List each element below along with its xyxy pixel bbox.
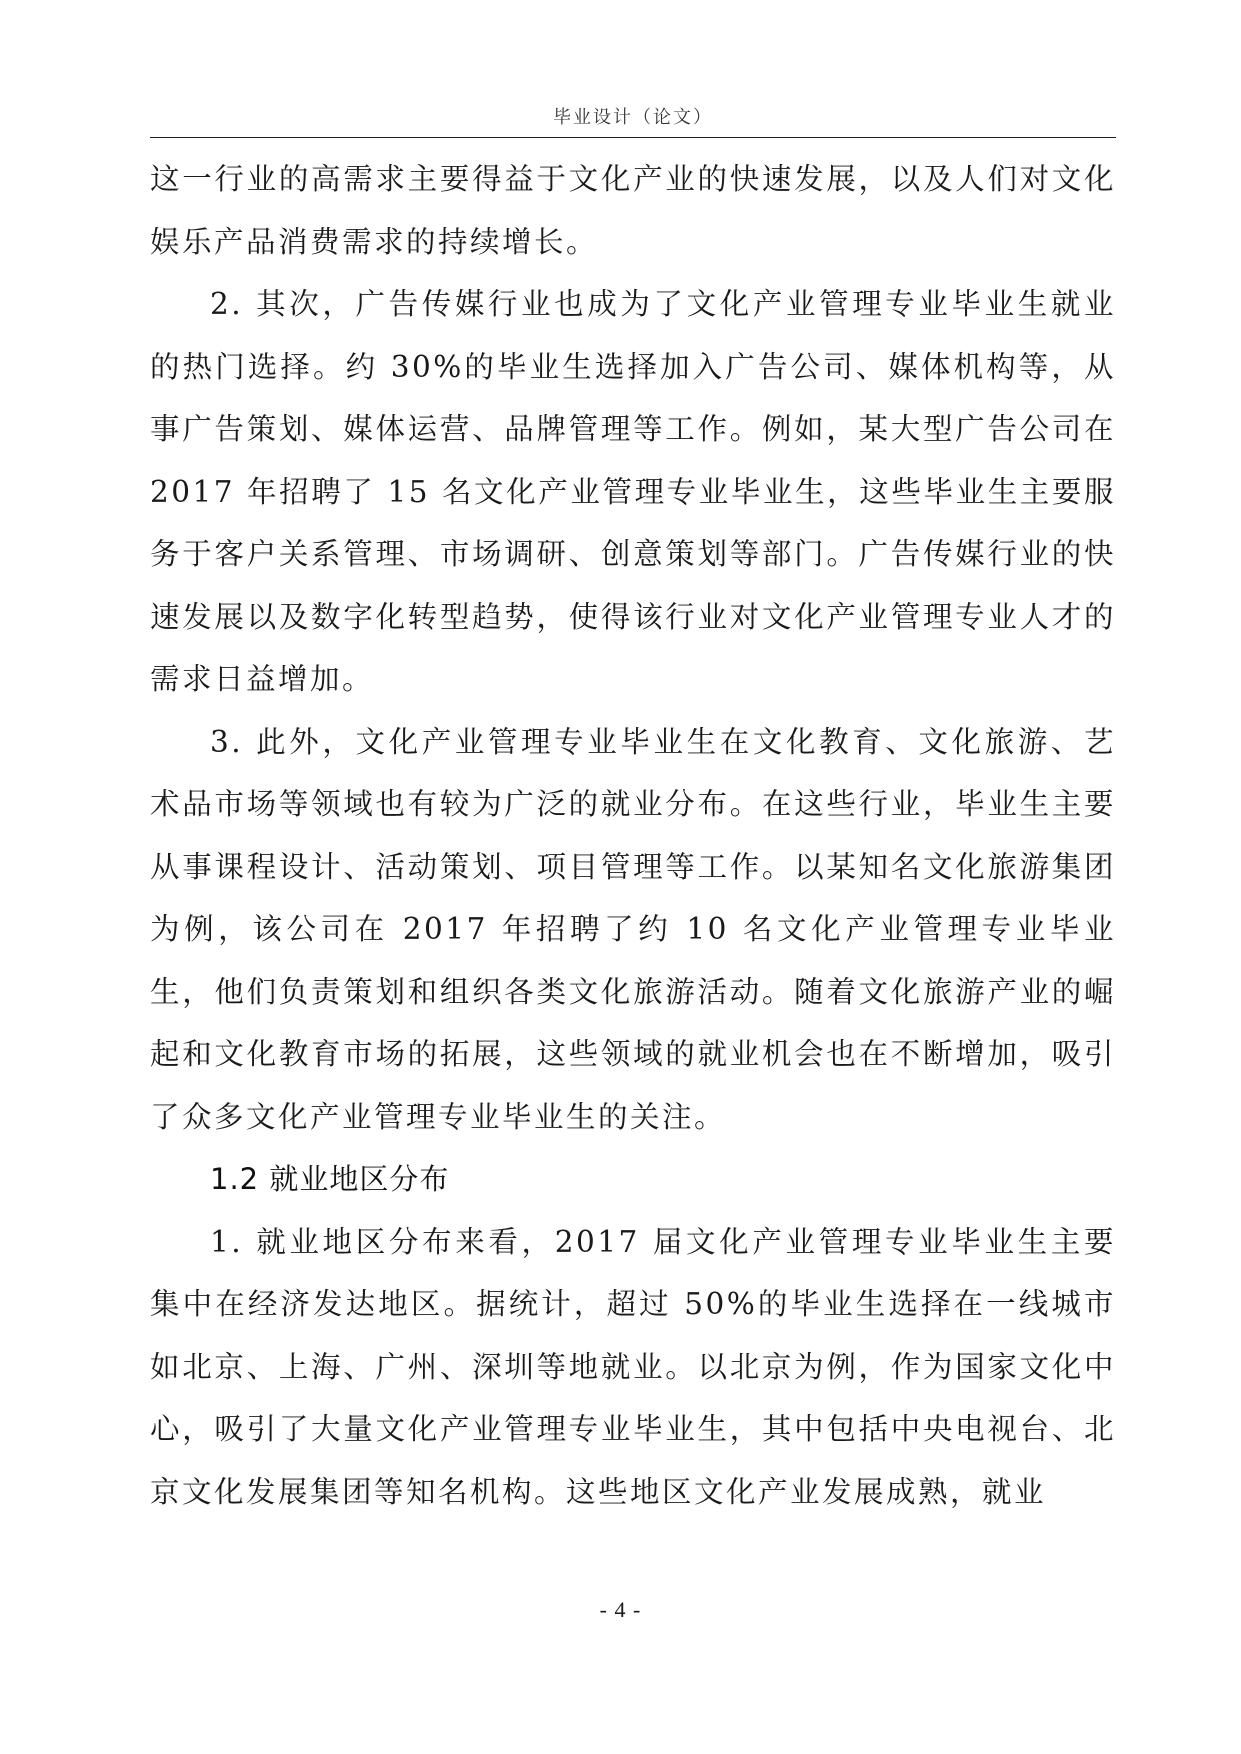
page-header: 毕业设计（论文） (553, 107, 713, 128)
page-number: - 4 - (599, 1597, 642, 1622)
section-heading: 1.2 就业地区分布 (210, 1162, 450, 1196)
paragraph-continuation: 这一行业的高需求主要得益于文化产业的快速发展，以及人们对文化娱乐产品消费需求的持续增长。 (150, 162, 1116, 259)
header-divider (150, 137, 1116, 138)
document-body (150, 148, 1116, 1523)
paragraph-advertising-media: 2. 其次，广告传媒行业也成为了文化产业管理专业毕业生就业的热门选择。约 30%的毕业生选择加入广告公司、媒体机构等，从事广告策划、媒体运营、品牌管理等工作。例如，某大型广告公司在 2017 年招聘了 15 名文化产业管理专业毕业生，这些毕业生主要服务于客户关系管理、市场调研、创意策划等部门。广告传媒行业的快速发展以及数字化转型趋势，使得该行业对文化产业管理专业人才的需求日益增加。 (150, 287, 1116, 696)
paragraph-culture-education-tourism: 3. 此外，文化产业管理专业毕业生在文化教育、文化旅游、艺术品市场等领域也有较为广泛的就业分布。在这些行业，毕业生主要从事课程设计、活动策划、项目管理等工作。以某知名文化旅游集团为例，该公司在 2017 年招聘了约 10 名文化产业管理专业毕业生，他们负责策划和组织各类文化旅游活动。随着文化旅游产业的崛起和文化教育市场的拓展，这些领域的就业机会也在不断增加，吸引了众多文化产业管理专业毕业生的关注。 (150, 724, 1116, 1134)
paragraph-regional-distribution: 1. 就业地区分布来看，2017 届文化产业管理专业毕业生主要集中在经济发达地区。据统计，超过 50%的毕业生选择在一线城市如北京、上海、广州、深圳等地就业。以北京为例，作为国家文化中心，吸引了大量文化产业管理专业毕业生，其中包括中央电视台、北京文化发展集团等知名机构。这些地区文化产业发展成熟，就业 (150, 1224, 1116, 1509)
